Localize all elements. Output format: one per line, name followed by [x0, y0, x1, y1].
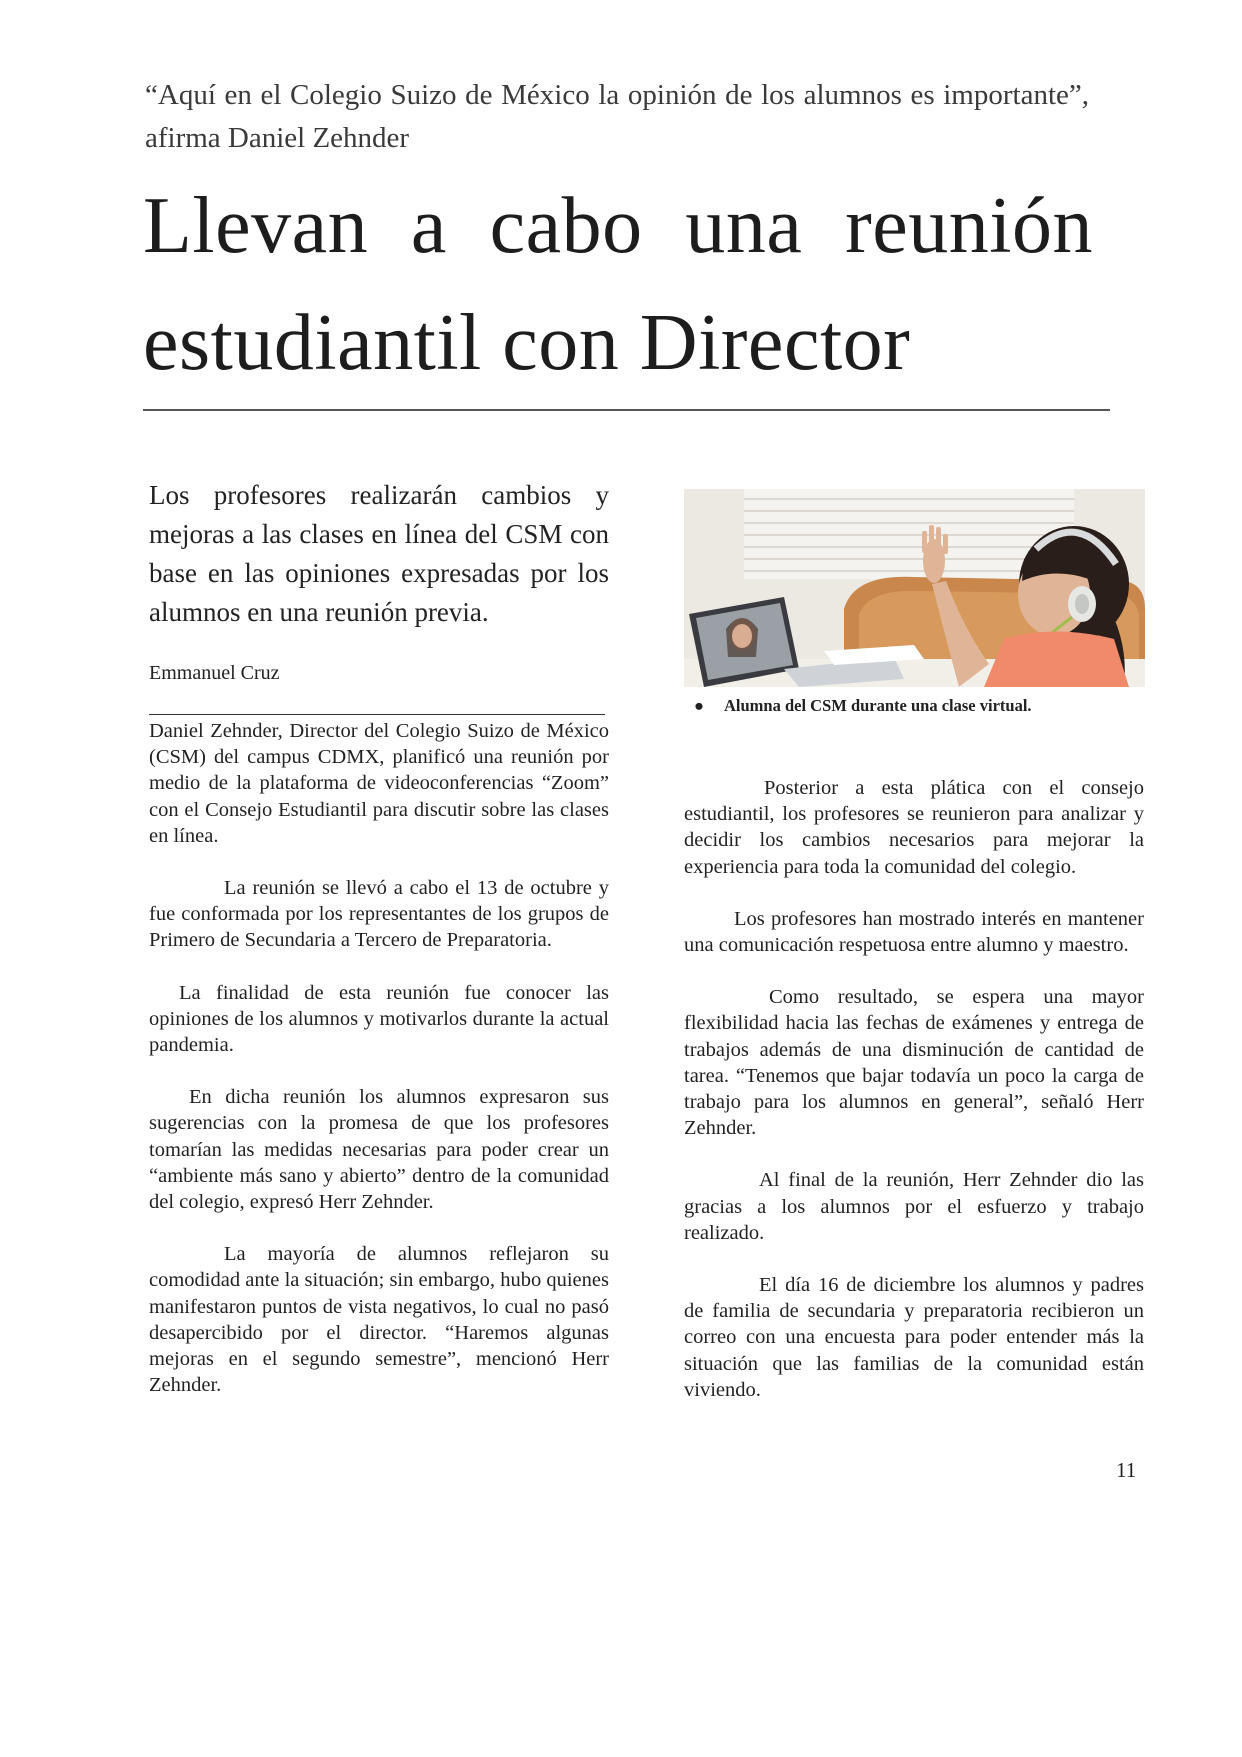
article-lead: Los profesores realizarán cambios y mejoras a las clases en línea del CSM con base en las opiniones expresadas por los alumnos en una reunión previa.: [149, 480, 609, 627]
page-number: 11: [1116, 1458, 1137, 1482]
article-photo: [684, 489, 1145, 687]
body-paragraph: Al final de la reunión, Herr Zehnder dio las gracias a los alumnos por el esfuerzo y trabajo realizado.: [684, 1169, 1144, 1244]
byline-divider: [149, 714, 605, 715]
photo-caption: [694, 695, 1032, 717]
left-column: [149, 718, 609, 1424]
body-paragraph: La reunión se llevó a cabo el 13 de octubre y fue conformada por los representantes de los grupos de Primero de Secundaria a Tercero de Preparatoria.: [149, 877, 609, 952]
headline-divider: [143, 409, 1110, 411]
photo-caption-text: Alumna del CSM durante una clase virtual.: [723, 696, 1032, 715]
body-paragraph: Como resultado, se espera una mayor flexibilidad hacia las fechas de exámenes y entrega de trabajos además de una disminución de cantidad de tarea. “Tenemos que bajar todavía un poco la carga de trabajo para los alumnos en general”, señaló Herr Zehnder.: [684, 986, 1144, 1140]
bullet-icon: ●: [694, 696, 704, 715]
article-headline: Llevan a cabo una reunión estudiantil con Director: [143, 182, 1093, 387]
body-paragraph: El día 16 de diciembre los alumnos y padres de familia de secundaria y preparatoria recibieron un correo con una encuesta para poder entender más la situación que las familias de la comunidad están viviendo.: [684, 1274, 1144, 1401]
body-paragraph: En dicha reunión los alumnos expresaron sus sugerencias con la promesa de que los profesores tomarían las medidas necesarias para poder crear un “ambiente más sano y abierto” dentro de la comunidad del colegio, expresó Herr Zehnder.: [149, 1086, 609, 1214]
body-paragraph: Posterior a esta plática con el consejo estudiantil, los profesores se reunieron para analizar y decidir los cambios necesarios para mejorar la experiencia para toda la comunidad del colegio.: [684, 777, 1144, 878]
body-paragraph: Daniel Zehnder, Director del Colegio Suizo de México (CSM) del campus CDMX, planificó una reunión por medio de la plataforma de videoconferencias “Zoom” con el Consejo Estudiantil para discutir sobre las clases en línea.: [149, 720, 609, 847]
body-paragraph: Los profesores han mostrado interés en mantener una comunicación respetuosa entre alumno y maestro.: [684, 907, 1144, 957]
author-byline: Emmanuel Cruz: [149, 662, 280, 684]
body-paragraph: La mayoría de alumnos reflejaron su comodidad ante la situación; sin embargo, hubo quienes manifestaron puntos de vista negativos, lo cual no pasó desapercibido por el director. “Haremos algunas mejoras en el segundo semestre”, mencionó Herr Zehnder.: [149, 1243, 609, 1397]
article-kicker-quote: “Aquí en el Colegio Suizo de México la opinión de los alumnos es importante”, afirma Daniel Zehnder: [145, 79, 1089, 154]
student-video-class-illustration: [684, 489, 1145, 687]
right-column: [684, 775, 1144, 1429]
body-paragraph: La finalidad de esta reunión fue conocer las opiniones de los alumnos y motivarlos durante la actual pandemia.: [149, 981, 609, 1057]
